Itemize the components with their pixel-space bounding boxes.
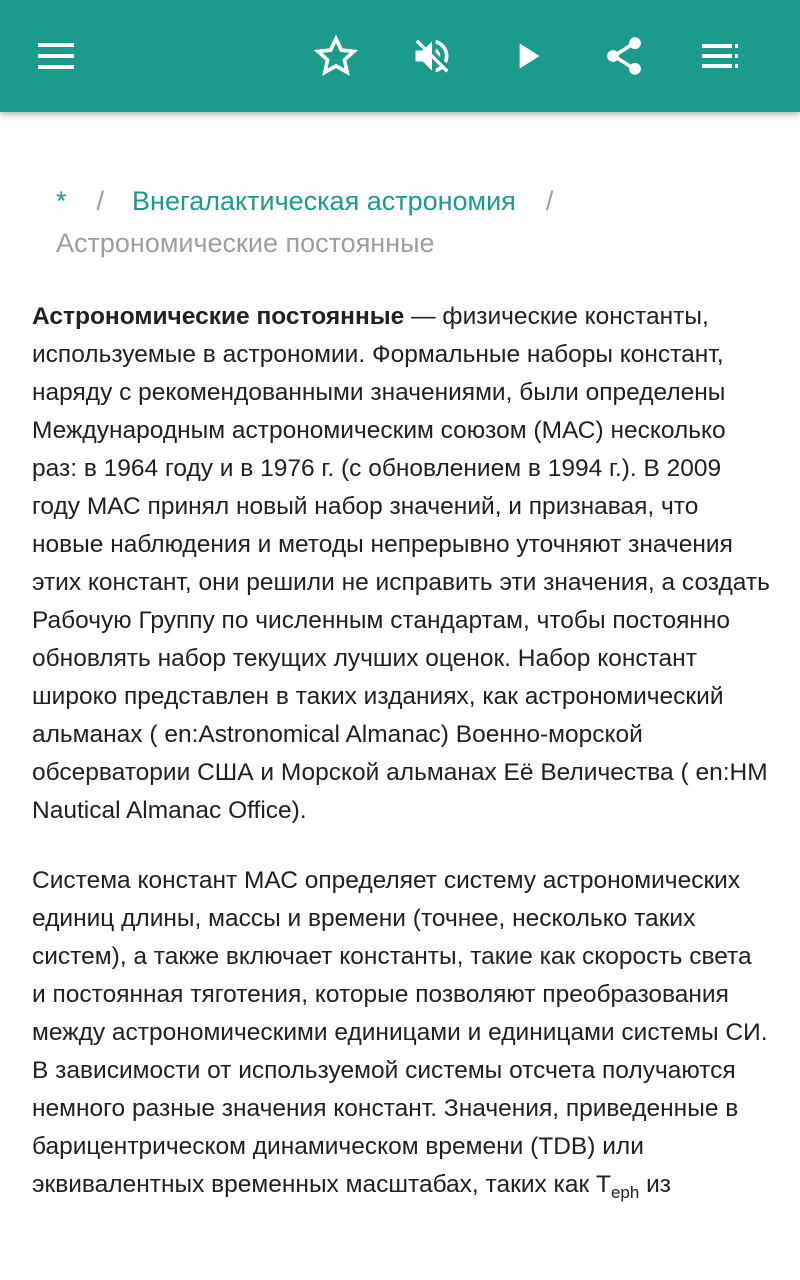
- play-button[interactable]: [496, 24, 560, 88]
- play-icon: [508, 36, 548, 76]
- paragraph-system: [32, 862, 772, 1204]
- mute-button[interactable]: [400, 24, 464, 88]
- menu-button[interactable]: [24, 24, 88, 88]
- article-body: [32, 298, 772, 1204]
- paragraph-text: Система констант МАС определяет систему астрономических единиц длины, массы и времени (точнее, несколько таких систем), а также включает константы, такие как скорость света и постоянная тяготения, которые позволяют преобразования между астрономическими единицами и единицами системы СИ. В зависимости от используемой системы отсчета получаются немного разные значения констант. Значения, приведенные в барицентрическом динамическом времени (TDB) или эквивалентных временных масштабах, таких как T: [32, 867, 768, 1198]
- app-toolbar: [0, 0, 800, 112]
- star-outline-icon: [314, 34, 358, 78]
- volume-off-icon: [410, 34, 454, 78]
- breadcrumb-home-link[interactable]: *: [56, 186, 67, 216]
- breadcrumb-separator: /: [96, 186, 105, 216]
- share-button[interactable]: [592, 24, 656, 88]
- paragraph-intro: [32, 298, 772, 830]
- breadcrumb-parent-link[interactable]: Внегалактическая астрономия: [132, 186, 516, 216]
- contents-button[interactable]: [688, 24, 752, 88]
- paragraph-text-tail: из: [639, 1171, 672, 1198]
- subscript-eph: eph: [610, 1183, 640, 1202]
- breadcrumb: [56, 180, 756, 264]
- share-icon: [602, 34, 646, 78]
- article-term: Астрономические постоянные: [32, 303, 405, 330]
- paragraph-text: — физические константы, используемые в астрономии. Формальные наборы констант, наряду с рекомендованными значениями, были определены Международным астрономическим союзом (МАС) несколько раз: в 1964 году и в 1976 г. (с обновлением в 1994 г.). В 2009 году МАС принял новый набор значений, и признавая, что новые наблюдения и методы непрерывно уточняют значения этих констант, они решили не исправить эти значения, а создать Рабочую Группу по численным стандартам, чтобы постоянно обновлять набор текущих лучших оценок. Набор констант широко представлен в таких изданиях, как астрономический альманах ( en:Astronomical Almanac) Военно-морской обсерватории США и Морской альманах Её Величества ( en:HM Nautical Almanac Office).: [32, 303, 770, 824]
- menu-icon: [36, 36, 76, 76]
- breadcrumb-current: Астрономические постоянные: [56, 228, 435, 258]
- list-icon: [700, 36, 740, 76]
- article-content: [0, 112, 800, 1280]
- bookmark-button[interactable]: [304, 24, 368, 88]
- breadcrumb-separator: /: [545, 186, 554, 216]
